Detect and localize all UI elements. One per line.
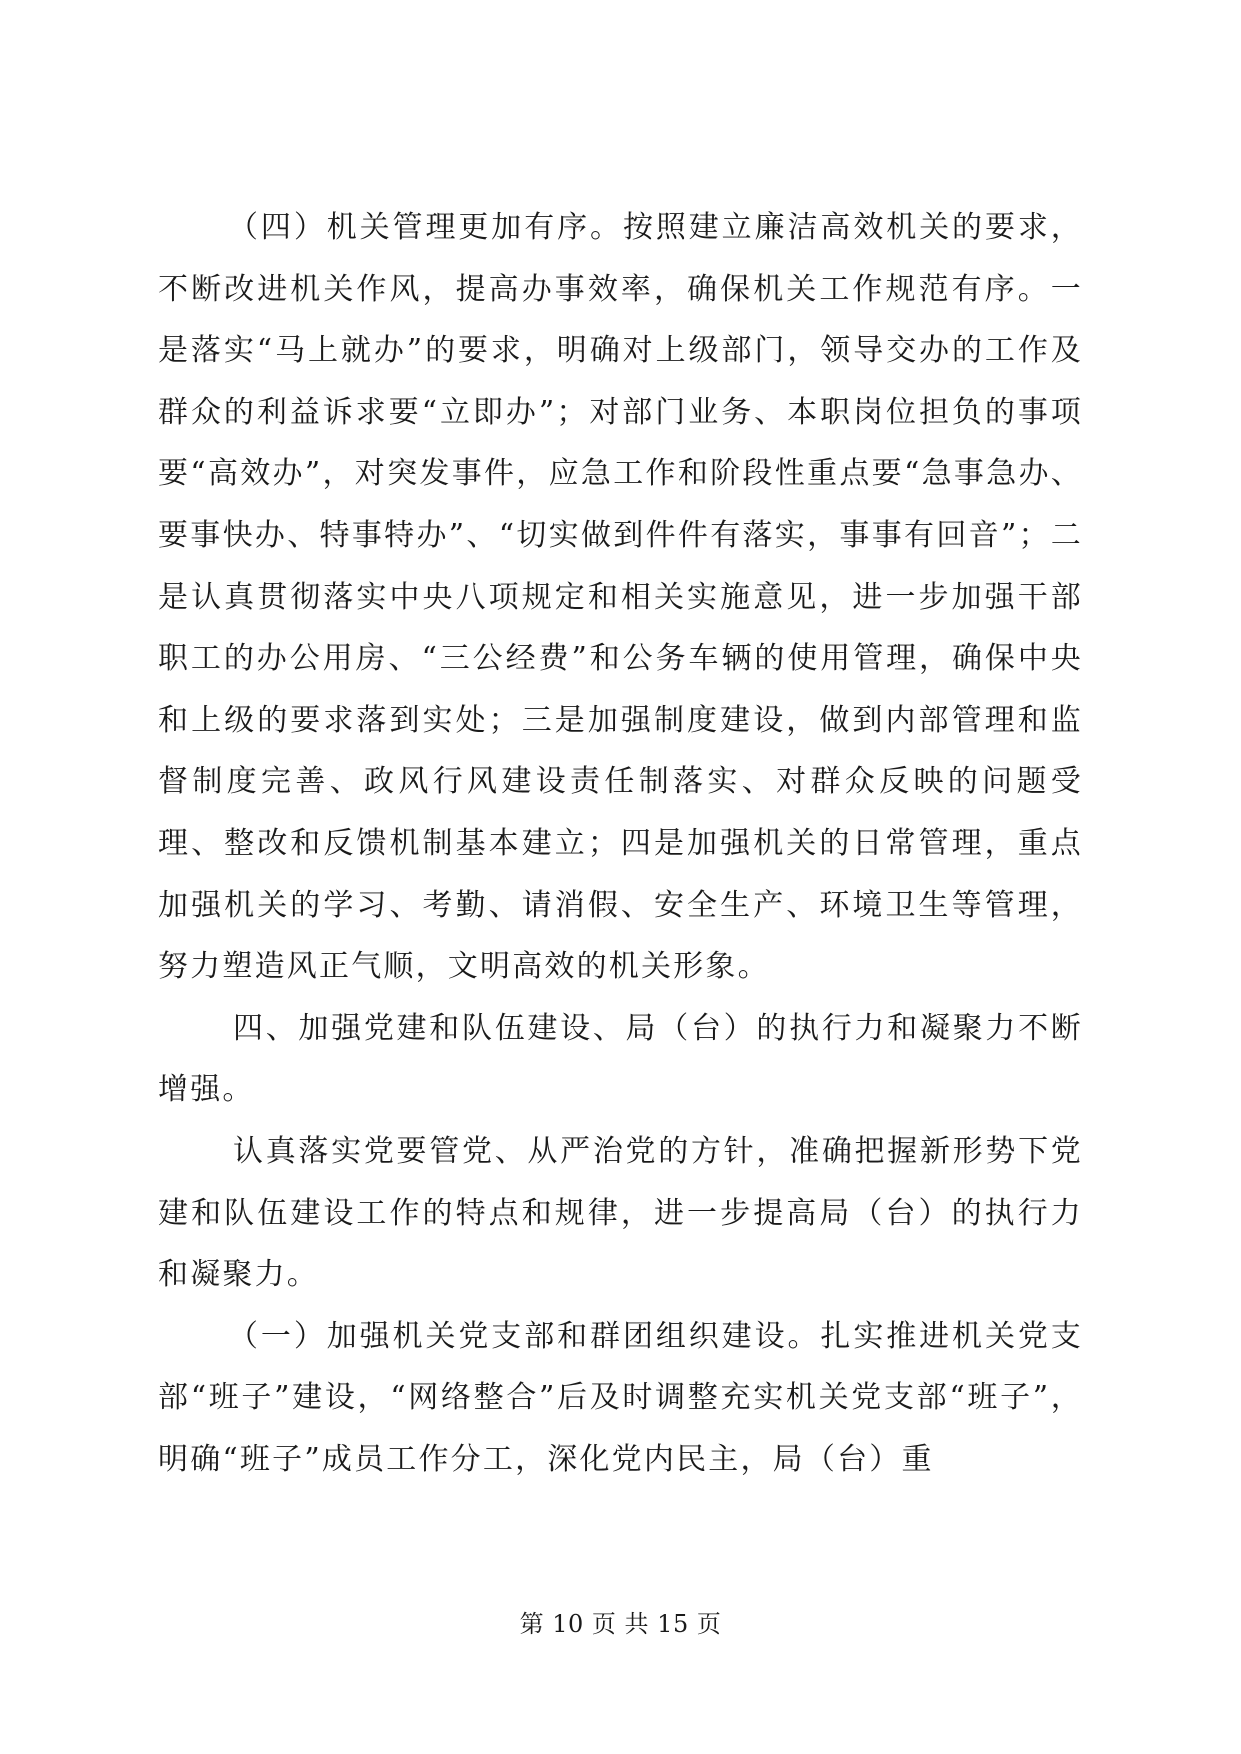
- paragraph-section-4-management: （四）机关管理更加有序。按照建立廉洁高效机关的要求，不断改进机关作风，提高办事效率，确保机关工作规范有序。一是落实“马上就办”的要求，明确对上级部门，领导交办的工作及群众的利益诉求要“立即办”；对部门业务、本职岗位担负的事项要“高效办”，对突发事件，应急工作和阶段性重点要“急事急办、要事快办、特事特办”、“切实做到件件有落实，事事有回音”；二是认真贯彻落实中央八项规定和相关实施意见，进一步加强干部职工的办公用房、“三公经费”和公务车辆的使用管理，确保中央和上级的要求落到实处；三是加强制度建设，做到内部管理和监督制度完善、政风行风建设责任制落实、对群众反映的问题受理、整改和反馈机制基本建立；四是加强机关的日常管理，重点加强机关的学习、考勤、请消假、安全生产、环境卫生等管理，努力塑造风正气顺，文明高效的机关形象。: [158, 210, 1083, 985]
- document-body: [158, 197, 1083, 1490]
- paragraph-party-building-intro: 认真落实党要管党、从严治党的方针，准确把握新形势下党建和队伍建设工作的特点和规律，进一步提高局（台）的执行力和凝聚力。: [158, 1133, 1083, 1293]
- paragraph-section-1-branch-building: （一）加强机关党支部和群团组织建设。扎实推进机关党支部“班子”建设，“网络整合”后及时调整充实机关党支部“班子”，明确“班子”成员工作分工，深化党内民主，局（台）重: [158, 1318, 1083, 1477]
- paragraph-heading-party-building: 四、加强党建和队伍建设、局（台）的执行力和凝聚力不断增强。: [158, 1010, 1083, 1108]
- page-number-footer: 第 10 页 共 15 页: [519, 1610, 722, 1638]
